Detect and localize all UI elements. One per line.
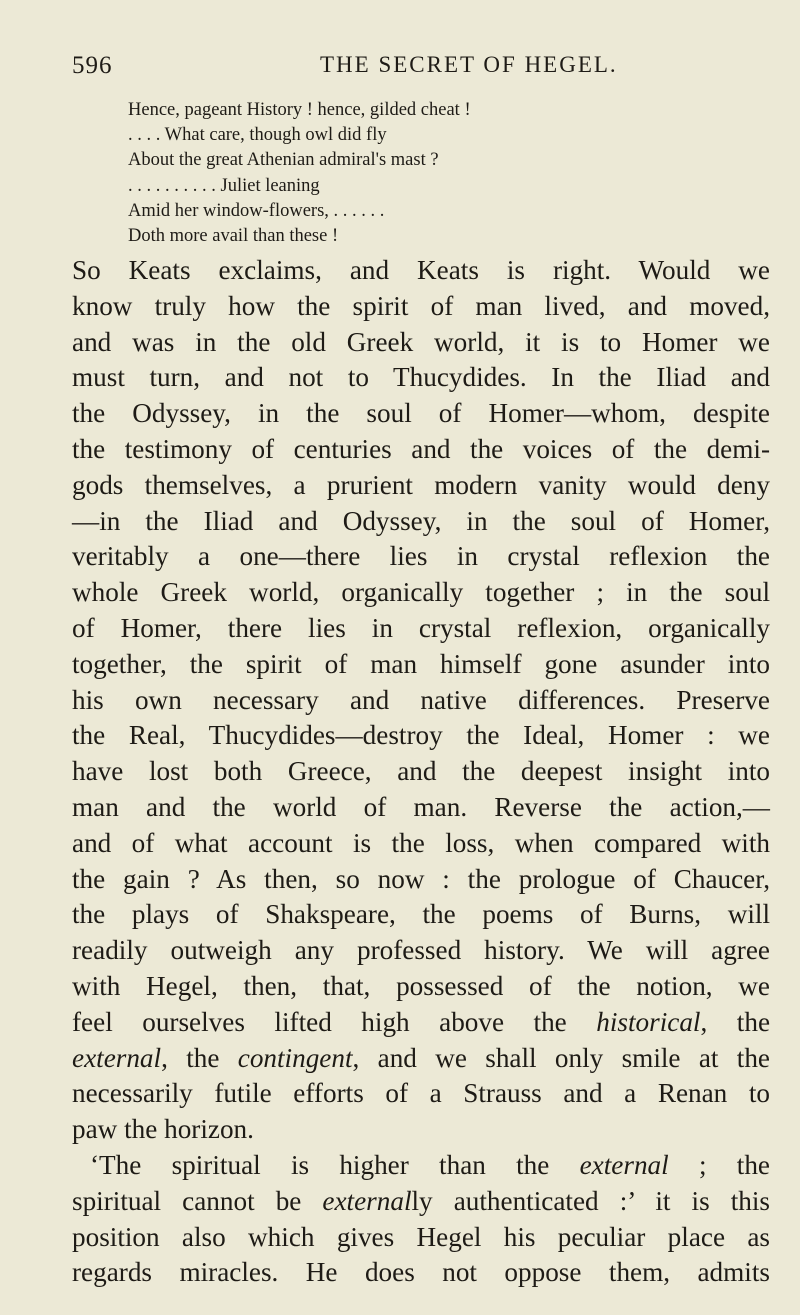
text-line: the testimony of centuries and the voices of the demi- (72, 433, 770, 464)
body-text (72, 253, 770, 1291)
text-line: of Homer, there lies in crystal reflexion, organically (72, 612, 770, 643)
text-line: ‘The spiritual is higher than the external ; the (90, 1149, 770, 1180)
verse-line: . . . . What care, though owl did fly (128, 125, 387, 146)
verse-line: Hence, pageant History ! hence, gilded cheat ! (128, 100, 471, 120)
text-line: together, the spirit of man himself gone asunder into (72, 648, 770, 679)
text-line: readily outweigh any professed history. We will agree (72, 935, 770, 966)
text-line: the gain ? As then, so now : the prologue of Chaucer, (72, 863, 770, 894)
text-line: man and the world of man. Reverse the action,— (72, 791, 770, 822)
running-title: THE SECRET OF HEGEL. (320, 52, 618, 77)
text-line: with Hegel, then, that, possessed of the notion, we (72, 970, 770, 1001)
verse-line: About the great Athenian admiral's mast ? (128, 150, 439, 171)
text-line: the plays of Shakspeare, the poems of Burns, will (72, 899, 770, 930)
text-line: regards miracles. He does not oppose them, admits (72, 1257, 770, 1288)
text-line: and of what account is the loss, when compared with (72, 827, 770, 858)
verse-line: Doth more avail than these ! (128, 226, 339, 247)
text-line: external, the contingent, and we shall only smile at the (72, 1042, 770, 1073)
text-line: spiritual cannot be externally authenticated :’ it is this (72, 1185, 770, 1216)
text-line: necessarily futile efforts of a Strauss and a Renan to (72, 1078, 770, 1109)
text-line: know truly how the spirit of man lived, and moved, (72, 290, 770, 321)
text-line: feel ourselves lifted high above the historical, the (72, 1006, 771, 1037)
text-line: So Keats exclaims, and Keats is right. Would we (72, 255, 770, 285)
page-header (72, 52, 772, 82)
text-line: the Odyssey, in the soul of Homer—whom, despite (72, 398, 770, 429)
text-line: have lost both Greece, and the deepest insight into (72, 756, 770, 787)
text-line: must turn, and not to Thucydides. In the Iliad and (72, 362, 770, 393)
verse-line: Amid her window-flowers, . . . . . . (128, 200, 385, 221)
text-line: the Real, Thucydides—destroy the Ideal, Homer : we (72, 720, 770, 751)
text-line: position also which gives Hegel his peculiar place as (72, 1221, 770, 1252)
paragraph (72, 253, 770, 1148)
text-line: and was in the old Greek world, it is to Homer we (72, 326, 770, 357)
verse-quotation (128, 98, 688, 249)
text-line: whole Greek world, organically together ; in the soul (72, 577, 770, 608)
text-line: his own necessary and native differences. Preserve (72, 684, 770, 715)
page-number: 596 (72, 52, 113, 79)
text-line: gods themselves, a prurient modern vanity would deny (72, 469, 770, 500)
text-line: —in the Iliad and Odyssey, in the soul of Homer, (72, 505, 770, 536)
verse-line: . . . . . . . . . . Juliet leaning (128, 175, 320, 196)
text-line: veritably a one—there lies in crystal reflexion the (72, 541, 770, 572)
paragraph (72, 1148, 770, 1291)
text-line: paw the horizon. (72, 1114, 254, 1145)
